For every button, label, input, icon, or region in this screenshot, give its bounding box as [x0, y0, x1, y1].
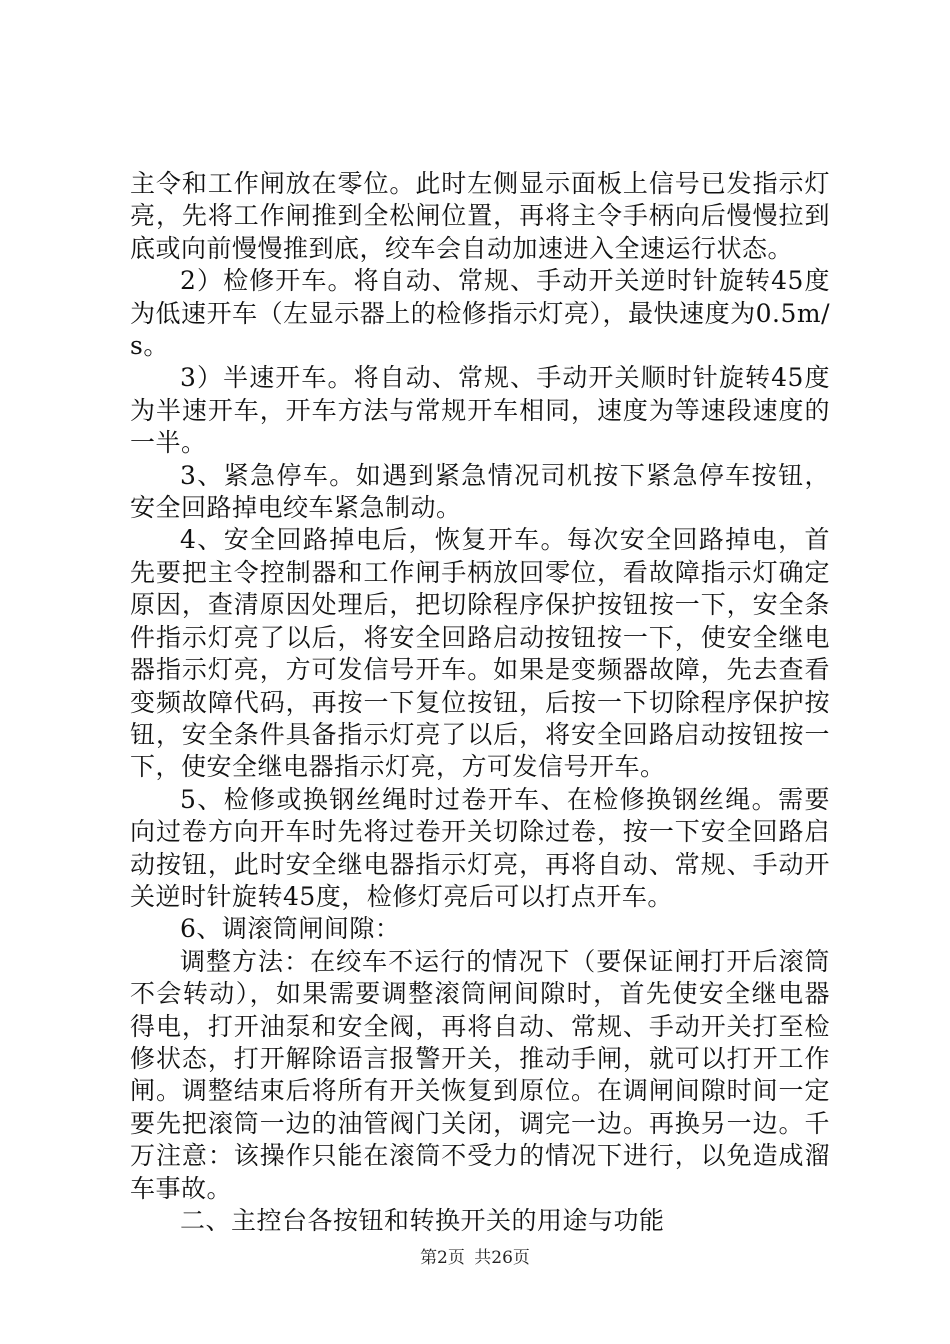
paragraph-5: 4、安全回路掉电后，恢复开车。每次安全回路掉电，首先要把主令控制器和工作闸手柄放回零位，看故障指示灯确定原因，查清原因处理后，把切除程序保护按钮按一下，安全条件指示灯亮了以后，将安全回路启动按钮按一下，使安全继电器指示灯亮，方可发信号开车。如果是变频器故障，先去查看变频故障代码，再按一下复位按钮，后按一下切除程序保护按钮，安全条件具备指示灯亮了以后，将安全回路启动按钮按一下，使安全继电器指示灯亮，方可发信号开车。: [130, 525, 830, 782]
document-body: [130, 168, 830, 1237]
page-number: 第2页: [420, 1248, 465, 1268]
paragraph-3: 3）半速开车。将自动、常规、手动开关顺时针旋转45度为半速开车，开车方法与常规开车相同，速度为等速段速度的一半。: [130, 363, 830, 458]
page-total: 共26页: [474, 1248, 530, 1268]
paragraph-6: 5、检修或换钢丝绳时过卷开车、在检修换钢丝绳。需要向过卷方向开车时先将过卷开关切除过卷，按一下安全回路启动按钮，此时安全继电器指示灯亮，再将自动、常规、手动开关逆时针旋转45度，检修灯亮后可以打点开车。: [130, 784, 830, 911]
page-footer: [0, 1243, 950, 1268]
paragraph-9: 二、主控台各按钮和转换开关的用途与功能: [180, 1206, 665, 1235]
paragraph-8: 调整方法：在绞车不运行的情况下（要保证闸打开后滚筒不会转动），如果需要调整滚筒闸间隙时，首先使安全继电器得电，打开油泵和安全阀，再将自动、常规、手动开关打至检修状态，打开解除语言报警开关，推动手闸，就可以打开工作闸。调整结束后将所有开关恢复到原位。在调闸间隙时间一定要先把滚筒一边的油管阀门关闭，调完一边。再换另一边。千万注意：该操作只能在滚筒不受力的情况下进行，以免造成溜车事故。: [130, 946, 830, 1203]
paragraph-7: 6、调滚筒闸间隙：: [180, 914, 401, 944]
paragraph-1: 主令和工作闸放在零位。此时左侧显示面板上信号已发指示灯亮，先将工作闸推到全松闸位置，再将主令手柄向后慢慢拉到底或向前慢慢推到底，绞车会自动加速进入全速运行状态。: [130, 169, 830, 263]
paragraph-4: 3、紧急停车。如遇到紧急情况司机按下紧急停车按钮，安全回路掉电绞车紧急制动。: [130, 460, 830, 523]
paragraph-2: 2）检修开车。将自动、常规、手动开关逆时针旋转45度为低速开车（左显示器上的检修指示灯亮），最快速度为0.5m/s。: [130, 266, 830, 361]
